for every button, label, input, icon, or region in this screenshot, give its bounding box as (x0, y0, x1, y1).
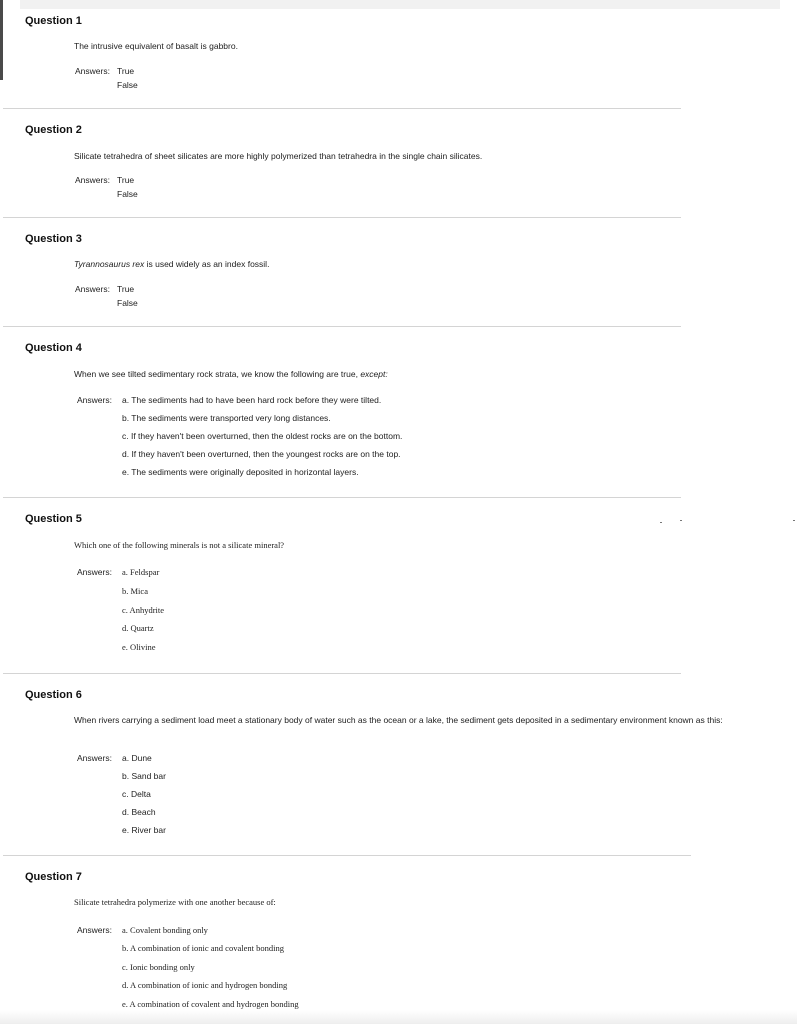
answer-option: c. Delta (122, 789, 151, 799)
question-text: Silicate tetrahedra polymerize with one another because of: (74, 897, 276, 907)
answers-label: Answers: (75, 175, 110, 185)
question-text: The intrusive equivalent of basalt is gabbro. (74, 41, 238, 51)
answer-option: e. Olivine (122, 642, 156, 652)
answer-option: b. Mica (122, 586, 148, 596)
question-text (74, 369, 388, 379)
question-title: Question 5 (25, 513, 82, 525)
answer-option: True (117, 284, 135, 294)
answer-option: e. The sediments were originally deposited in horizontal layers. (122, 467, 359, 477)
answer-option: c. If they haven't been overturned, then the oldest rocks are on the bottom. (122, 431, 403, 441)
question-text (74, 259, 269, 269)
answers-label: Answers: (75, 284, 110, 294)
answer-option: False (117, 298, 138, 308)
answer-option: b. A combination of ionic and covalent bonding (122, 943, 284, 953)
answer-option: a. Feldspar (122, 567, 160, 577)
answer-option: True (117, 66, 135, 76)
divider (3, 673, 681, 674)
answer-option: e. River bar (122, 825, 166, 835)
answer-option: d. Beach (122, 807, 156, 817)
speck (660, 522, 662, 523)
answer-option: c. Ionic bonding only (122, 962, 195, 972)
question-text: Which one of the following minerals is not a silicate mineral? (74, 540, 285, 550)
answer-option: False (117, 189, 138, 199)
answer-option: d. A combination of ionic and hydrogen bonding (122, 980, 288, 990)
speck (793, 520, 795, 521)
question-title: Question 4 (25, 342, 82, 354)
answer-option: True (117, 175, 135, 185)
question-text-italic: except: (360, 369, 388, 379)
answer-option: c. Anhydrite (122, 605, 165, 615)
question-title: Question 7 (25, 871, 82, 883)
answers-label: Answers: (75, 66, 110, 76)
question-text: Silicate tetrahedra of sheet silicates are more highly polymerized than tetrahedra in the single chain silicates. (74, 151, 483, 161)
divider (3, 855, 691, 856)
answers-label: Answers: (77, 753, 112, 763)
divider (3, 326, 681, 327)
question-text: When rivers carrying a sediment load meet a stationary body of water such as the ocean or a lake, the sediment gets deposited in a sedimentary environment known as this: (74, 715, 723, 725)
divider (3, 217, 681, 218)
answers-label: Answers: (77, 925, 112, 935)
question-title: Question 2 (25, 124, 82, 136)
answers-label: Answers: (77, 395, 112, 405)
answer-option: e. A combination of covalent and hydrogen bonding (122, 999, 299, 1009)
left-edge-bar (0, 0, 3, 80)
question-text-italic: Tyrannosaurus rex (74, 259, 145, 269)
question-text-rest: is used widely as an index fossil. (144, 259, 270, 269)
answers-label: Answers: (77, 567, 112, 577)
answer-option: a. Covalent bonding only (122, 925, 208, 935)
answer-option: a. Dune (122, 753, 152, 763)
divider (3, 108, 681, 109)
speck (680, 520, 682, 521)
answer-option: b. The sediments were transported very long distances. (122, 413, 331, 423)
bottom-edge (0, 1010, 797, 1024)
question-title: Question 1 (25, 15, 82, 27)
question-text-main: When we see tilted sedimentary rock strata, we know the following are true, (74, 369, 361, 379)
question-title: Question 3 (25, 233, 82, 245)
top-bar (20, 0, 780, 9)
answer-option: d. Quartz (122, 623, 154, 633)
answer-option: b. Sand bar (122, 771, 166, 781)
question-title: Question 6 (25, 689, 82, 701)
answer-option: False (117, 80, 138, 90)
answer-option: a. The sediments had to have been hard rock before they were tilted. (122, 395, 382, 405)
divider (3, 497, 681, 498)
answer-option: d. If they haven't been overturned, then the youngest rocks are on the top. (122, 449, 401, 459)
